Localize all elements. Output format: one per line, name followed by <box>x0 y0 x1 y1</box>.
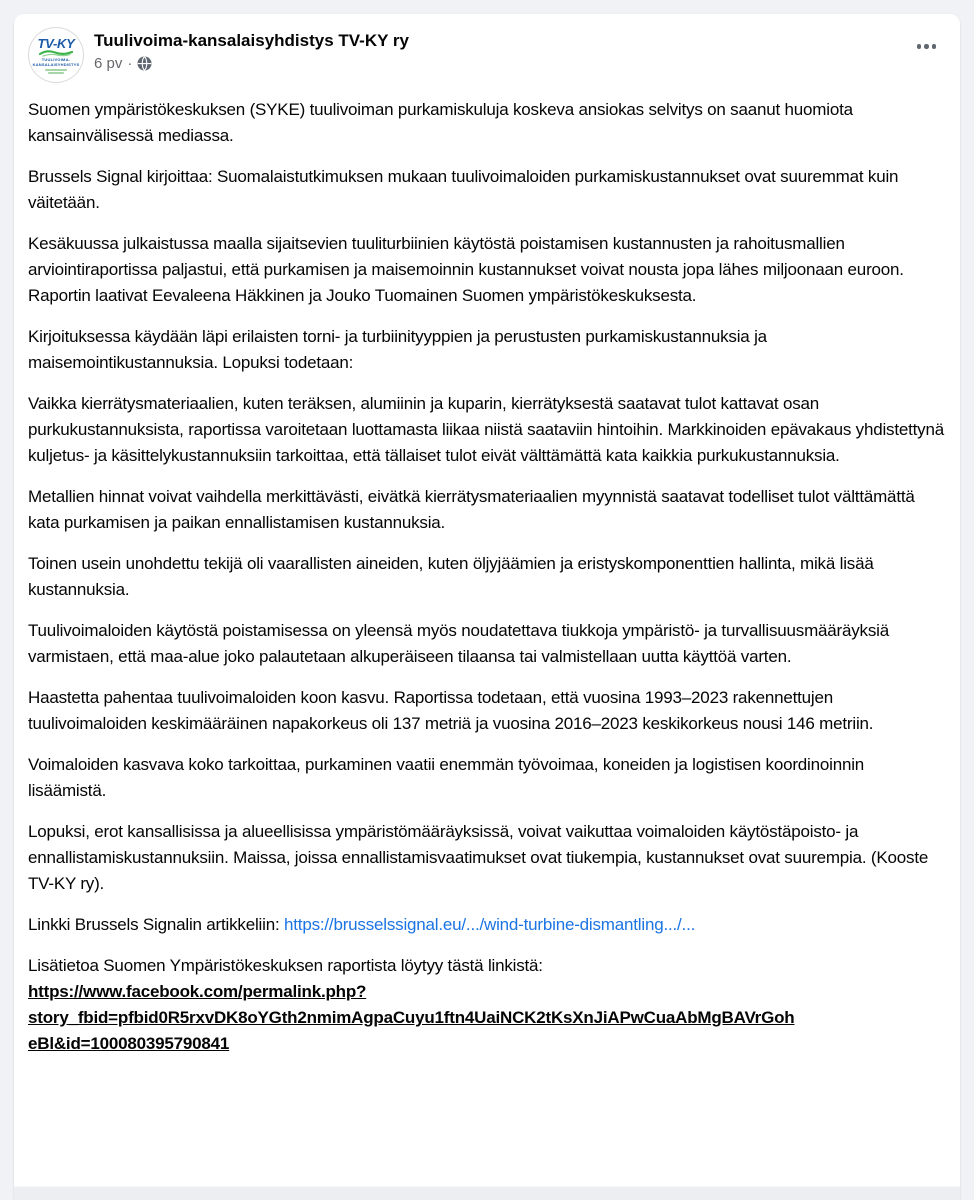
globe-privacy-icon <box>137 56 152 71</box>
post-paragraph: Suomen ympäristökeskuksen (SYKE) tuulivoiman purkamiskuluja koskeva ansiokas selvitys on saanut huomiota kansainvälisessä mediassa. <box>28 100 853 145</box>
post-paragraph: Vaikka kierrätysmateriaalien, kuten teräksen, alumiinin ja kuparin, kierrätyksestä saatavat tulot kattavat osan purkukustannuksista, raportissa varoitetaan luottamasta liikaa niistä saataviin hintoihin. Markkinoiden epävakaus yhdistettynä kuljetus- ja käsittelykustannuksiin tarkoittaa, että tällaiset tulot eivät välttämättä kata kaikkia purkukustannuksia. <box>28 394 944 465</box>
post-paragraph-report-link <box>28 953 944 1057</box>
facebook-permalink-line3: eBl&id=100080395790841 <box>28 1034 230 1053</box>
link-preview-attachment-top-edge[interactable] <box>14 1186 960 1200</box>
avatar-logo-subtext-line2: KANSALAISYHDISTYS <box>32 61 80 67</box>
facebook-permalink-link[interactable] <box>28 979 944 1057</box>
post-timestamp[interactable]: 6 pv <box>94 55 123 72</box>
meta-separator: · <box>127 55 133 72</box>
ellipsis-icon <box>932 44 937 49</box>
avatar-tagline-decoration <box>45 69 67 71</box>
post-paragraph-brussels-link <box>28 912 944 938</box>
page-name-link[interactable]: Tuulivoima-kansalaisyhdistys TV-KY ry <box>94 31 409 50</box>
avatar-logo-subtext-line1: TUULIVOIMA- <box>41 56 71 62</box>
avatar-logo-text: TV-KY <box>37 35 75 51</box>
report-link-prefix: Lisätietoa Suomen Ympäristökeskuksen raportista löytyy tästä linkistä: <box>28 956 543 975</box>
ellipsis-icon <box>924 44 929 49</box>
avatar-wave-graphic <box>39 49 73 57</box>
facebook-permalink-line2: story_fbid=pfbid0R5rxvDK8oYGth2nmimAgpaCuyu1ftn4UaiNCK2tKsXnJiAPwCuaAbMgBAVrGoh <box>28 1008 795 1027</box>
post-header <box>14 14 960 87</box>
post-paragraph: Voimaloiden kasvava koko tarkoittaa, purkaminen vaatii enemmän työvoimaa, koneiden ja logistisen koordinoinnin lisäämistä. <box>28 755 865 800</box>
post-options-button[interactable] <box>911 38 943 55</box>
page-avatar[interactable] <box>28 27 84 83</box>
post-paragraph: Toinen usein unohdettu tekijä oli vaarallisten aineiden, kuten öljyjäämien ja eristyskomponenttien hallinta, mikä lisää kustannuksia. <box>28 554 874 599</box>
post-paragraph: Brussels Signal kirjoittaa: Suomalaistutkimuksen mukaan tuulivoimaloiden purkamiskustannukset ovat suuremmat kuin väitetään. <box>28 167 899 212</box>
brussels-signal-link[interactable]: https://brusselssignal.eu/.../wind-turbine-dismantling.../... <box>284 915 696 934</box>
facebook-post-card <box>14 14 960 1200</box>
post-paragraph: Kirjoituksessa käydään läpi erilaisten torni- ja turbiinityyppien ja perustusten purkamiskustannuksia ja maisemointikustannuksia. Lopuksi todetaan: <box>28 327 767 372</box>
post-paragraph: Haastetta pahentaa tuulivoimaloiden koon kasvu. Raportissa todetaan, että vuosina 1993–2023 rakennettujen tuulivoimaloiden keskimääräinen napakorkeus oli 137 metriä ja vuosina 2016–2023 keskikorkeus nousi 146 metriin. <box>28 688 874 733</box>
post-paragraph: Metallien hinnat voivat vaihdella merkittävästi, eivätkä kierrätysmateriaalien myynnistä saatavat todelliset tulot välttämättä kata purkamisen ja paikan ennallistamisen kustannuksia. <box>28 487 915 532</box>
post-paragraph: Tuulivoimaloiden käytöstä poistamisessa on yleensä myös noudatettava tiukkoja ympäristö- ja turvallisuusmääräyksiä varmistaen, että maa-alue joko palautetaan alkuperäiseen tilaansa tai valmistellaan uutta käyttöä varten. <box>28 621 889 666</box>
post-meta-row <box>94 55 409 72</box>
avatar-tagline-decoration <box>48 72 64 74</box>
facebook-permalink-line1: https://www.facebook.com/permalink.php? <box>28 982 367 1001</box>
brussels-link-prefix: Linkki Brussels Signalin artikkeliin: <box>28 915 285 934</box>
post-body <box>14 87 960 1065</box>
post-paragraph: Kesäkuussa julkaistussa maalla sijaitsevien tuuliturbiinien käytöstä poistamisen kustannusten ja rahoitusmallien arviointiraportissa paljastui, että purkamisen ja maisemoinnin kustannukset voivat nousta jopa lähes miljoonaan euroon. Raportin laativat Eevaleena Häkkinen ja Jouko Tuomainen Suomen ympäristökeskuksesta. <box>28 234 904 305</box>
ellipsis-icon <box>917 44 922 49</box>
post-paragraph: Lopuksi, erot kansallisissa ja alueellisissa ympäristömääräyksissä, voivat vaikuttaa voimaloiden käytöstäpoisto- ja ennallistamiskustannuksiin. Maissa, joissa ennallistamisvaatimukset ovat tiukempia, kustannukset ovat suurempia. (Kooste TV-KY ry). <box>28 822 929 893</box>
post-header-text <box>94 27 409 72</box>
